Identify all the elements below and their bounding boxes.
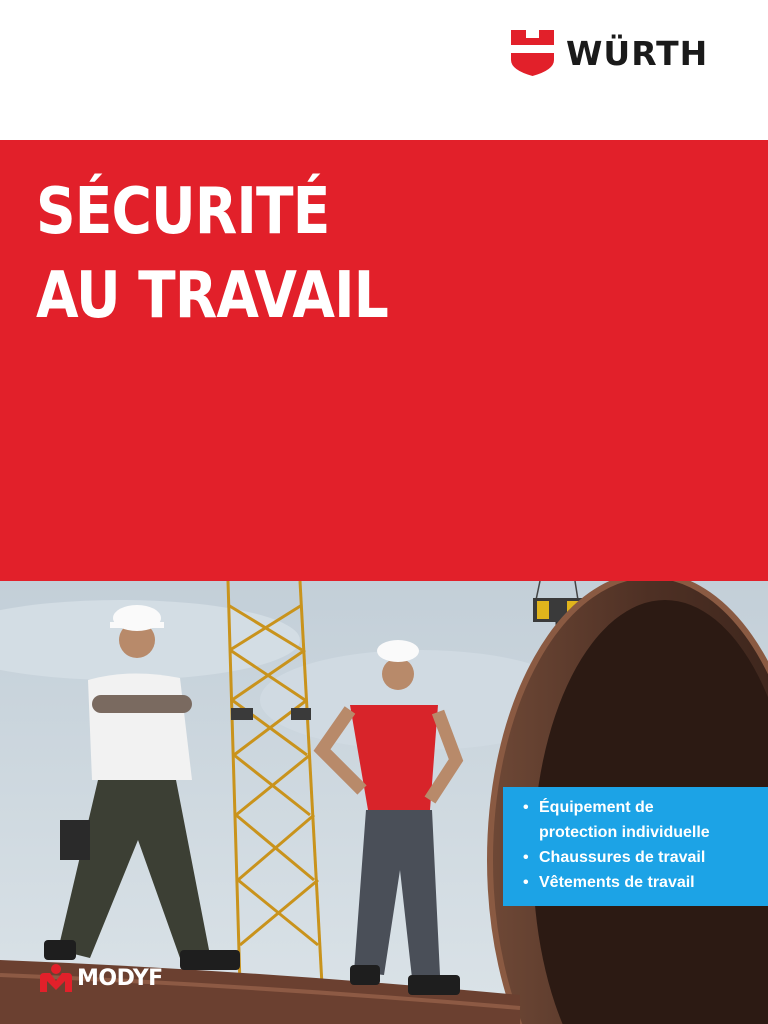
wurth-shield-icon <box>511 30 554 76</box>
wurth-logo <box>511 30 708 76</box>
feature-item: • Vêtements de travail <box>503 870 768 895</box>
modyf-m-icon <box>38 963 74 993</box>
brand-name: WÜRTH <box>566 33 709 73</box>
title-line-2: AU TRAVAIL <box>36 259 388 334</box>
feature-item: • Chaussures de travail <box>503 845 768 870</box>
title-line-1: SÉCURITÉ <box>36 175 330 249</box>
feature-item: protection individuelle <box>539 824 710 841</box>
sub-brand-name: MODYF <box>77 965 163 991</box>
modyf-logo <box>38 963 163 993</box>
feature-item: • Équipement de <box>503 795 768 820</box>
header <box>0 0 768 140</box>
page-title <box>36 170 388 339</box>
features-list <box>503 787 768 906</box>
